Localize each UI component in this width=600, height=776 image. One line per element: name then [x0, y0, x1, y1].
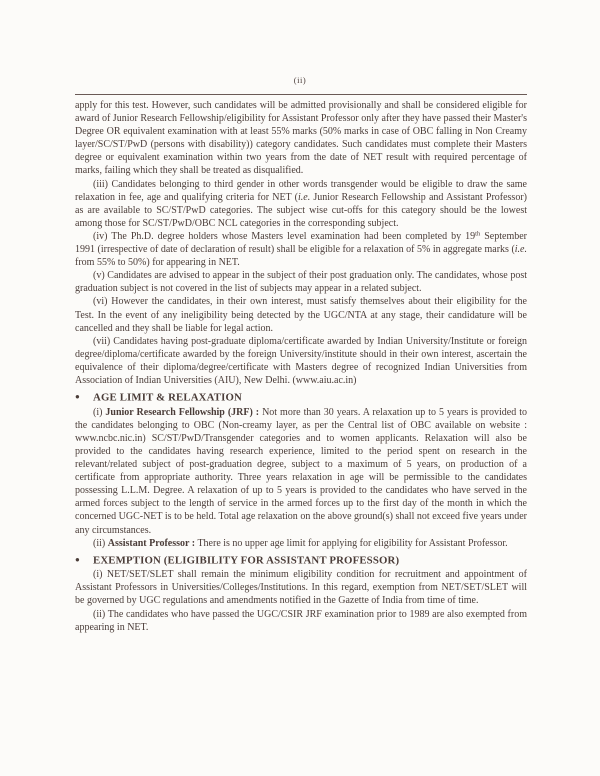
para-exemption-ii [75, 608, 527, 634]
text-segment: Junior Research Fellowship (JRF) : [105, 406, 260, 418]
text-segment: (ii) The candidates who have passed the UGC/CSIR JRF examination prior to 1989 are also exempted from appearing in NET. [75, 608, 527, 633]
text-segment: i.e. [514, 244, 527, 256]
text-segment: September 1991 (irrespective of date of declaration of result) shall be eligible for a relaxation of 5% in aggregate marks ( [75, 230, 527, 256]
text-segment: (i) [93, 406, 106, 418]
para-i-jrf-age [75, 406, 527, 537]
text-segment: i.e. [297, 191, 311, 203]
para-ii-assistant-professor-age [75, 537, 527, 550]
para-vii-diploma-equivalence [75, 335, 527, 387]
header-rule [75, 94, 527, 95]
text-segment: (iii) Candidates belonging to third gender in other words transgender would be eligible to draw the same relaxation in fee, age and qualifying criteria for NET ( [75, 178, 527, 203]
para-iii-third-gender [75, 178, 527, 230]
heading-exemption [75, 553, 527, 568]
para-iv-phd-holders [75, 230, 527, 269]
page-number: (ii) [293, 75, 307, 85]
text-segment: apply for this test. However, such candidates will be admitted provisionally and shall be considered eligible for award of Junior Research Fellowship/eligibility for Assistant Professor only after they have passed their Master's Degree OR equivalent examination with at least 55% marks (50% marks in case of OBC falling in Non Creamy layer/SC/ST/PwD (persons with disability)) category candidates. Such candidates must complete their Masters degree or equivalent examination within two years from the date of NET result with required percentage of marks, failing which they shall be treated as disqualified. [75, 100, 527, 177]
para-exemption-i [75, 568, 527, 607]
text-segment: from 55% to 50%) for appearing in NET. [75, 257, 240, 269]
section-heading-text: AGE LIMIT & RELAXATION [93, 391, 242, 404]
text-segment: Assistant Professor : [107, 537, 196, 549]
text-segment: There is no upper age limit for applying for eligibility for Assistant Professor. [195, 537, 508, 549]
text-segment: (v) Candidates are advised to appear in the subject of their post graduation only. The candidates, whose post graduation subject is not covered in the list of subjects may appear in a related subject. [75, 270, 527, 295]
text-segment: (iv) The Ph.D. degree holders whose Masters level examination had been completed by 19 [93, 230, 476, 242]
para-v-subject-advice [75, 269, 527, 295]
para-vi-eligibility-check [75, 295, 527, 334]
heading-age-limit [75, 390, 527, 405]
section-heading-text: EXEMPTION (ELIGIBILITY FOR ASSISTANT PROFESSOR) [93, 554, 400, 567]
text-segment: (ii) [93, 537, 108, 549]
text-segment: (vii) Candidates having post-graduate diploma/certificate awarded by Indian University/Institute or foreign degree/diploma/certificate awarded by the foreign University/institute should in their own interest, ascertain the equivalence of their diploma/degree/certificate with Masters degree of recognized Indian Universities from Association of Indian Universities (AIU), New Delhi. (www.aiu.ac.in) [75, 335, 527, 386]
text-segment: (vi) However the candidates, in their own interest, must satisfy themselves about their eligibility for the Test. In the event of any ineligibility being detected by the UGC/NTA at any stage, their candidature will be cancelled and they shall be liable for legal action. [75, 296, 527, 334]
text-segment: Not more than 30 years. A relaxation up to 5 years is provided to the candidates belonging to OBC (Non-creamy layer, as per the Central list of OBC available on website : www.ncbc.nic.in) SC/ST/PwD/Transgender categories and to women applicants. Relaxation will also be provided to the candidates having research experience, limited to the period spent on research in the relevant/related subject of post-graduation degree, subject to a maximum of 5 years, on production of a certificate from appropriate authority. Three years relaxation in age will be permissible to the candidates possessing L.L.M. Degree. A relaxation of up to 5 years is provided to the candidates who have served in the armed forces subject to the length of service in the armed forces up to the first day of the month in which the concerned UGC-NET is to be held. Total age relaxation on the above ground(s) shall not exceed five years under any circumstances. [75, 406, 527, 536]
text-segment: Junior Research Fellowship and Assistant Professor) as are available to SC/ST/PwD categories. The subject wise cut-offs for this category should be the lowest among those for SC/ST/PwD/OBC NCL categories in the corresponding subject. [75, 191, 527, 229]
document-body [75, 99, 527, 634]
bullet-icon: ● [75, 554, 80, 564]
text-segment: (i) NET/SET/SLET shall remain the minimum eligibility condition for recruitment and appointment of Assistant Professors in Universities/Colleges/Institutions. In this regard, exemption from NET/SET/SLET will be governed by UGC regulations and amendments notified in the Gazette of India from time of time. [75, 569, 527, 607]
text-segment: th [475, 230, 481, 238]
bullet-icon: ● [75, 392, 80, 402]
para-continuation [75, 99, 527, 178]
